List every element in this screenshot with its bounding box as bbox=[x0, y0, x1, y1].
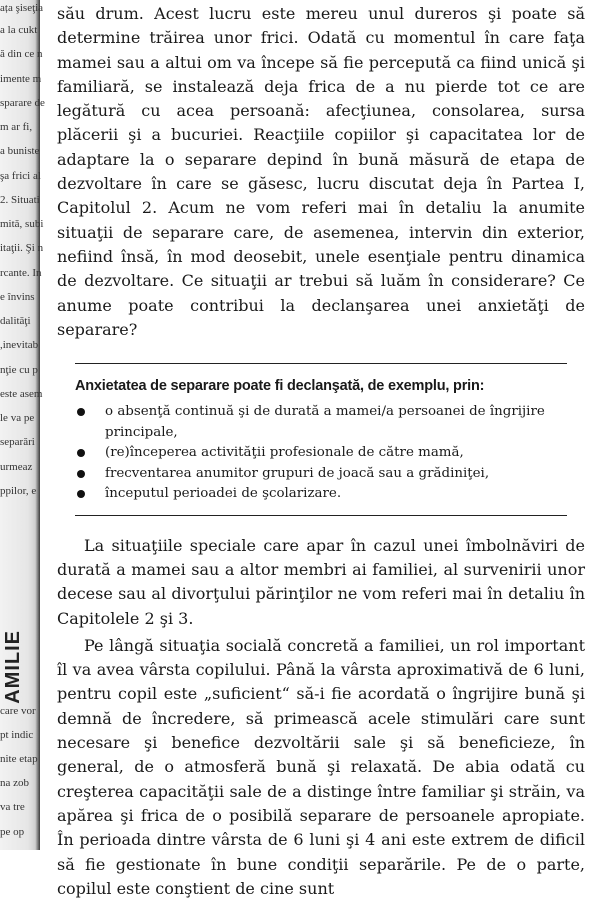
list-item bbox=[75, 402, 567, 443]
bullet-icon bbox=[77, 470, 85, 478]
gutter-fragment: a la cukt bbox=[0, 24, 38, 36]
gutter-fragment: rcante. In bbox=[0, 267, 42, 279]
bullet-icon bbox=[77, 449, 85, 457]
gutter-vertical-heading: AMILIE bbox=[2, 630, 24, 704]
gutter-fragment: nite etap bbox=[0, 753, 38, 765]
list-item-text: (re)începerea activităţii profesionale de către mamă, bbox=[105, 445, 464, 461]
gutter-fragment: le va pe bbox=[0, 412, 35, 424]
list-item-text: începutul perioadei de şcolarizare. bbox=[105, 486, 342, 502]
gutter-fragment: va tre bbox=[0, 801, 25, 813]
gutter-fragment: mită, subi bbox=[0, 218, 44, 230]
list-item-text: frecventarea anumitor grupuri de joacă sau a grădiniţei, bbox=[105, 465, 490, 481]
gutter-fragment: m ar fi, bbox=[0, 121, 33, 133]
gutter-fragment: dalităţi bbox=[0, 315, 31, 327]
bullet-icon bbox=[77, 490, 85, 498]
list-item bbox=[75, 464, 567, 485]
callout-box bbox=[75, 363, 567, 516]
gutter-fragment: care vor bbox=[0, 705, 36, 717]
body-paragraph: său drum. Acest lucru este mereu unul dureros şi poate să determine trăirea unor frici. Odată cu momentul în care faţa mamei sau a altui om va începe să fie percepută ca fiind unică şi familiară, se instalează deja frica de a nu pierde tot ce are legătură cu acea persoană: afecţiunea, consolarea, sursa plăcerii şi a bucuriei. Reacţiile copiilor şi capacitatea lor de adaptare la o separare depind în bună măsură de etapa de dezvoltare în care se găsesc, lucru discutat deja în Partea I, Capitolul 2. Acum ne vom referi mai în detaliu la anumite situaţii de separare care, de asemenea, intervin din exterior, nefiind însă, în mod deosebit, unele esenţiale pentru dinamica de dezvoltare. Ce situaţii ar trebui să luăm în considerare? Ce anume poate contribui la declanşarea unei anxietăţi de separare? bbox=[57, 4, 585, 339]
gutter-fragment: na zob bbox=[0, 777, 30, 789]
gutter-fragment: sparare de bbox=[0, 97, 45, 109]
gutter-fragment: imente m bbox=[0, 73, 42, 85]
gutter-fragment: 2. Situati bbox=[0, 194, 40, 206]
book-page bbox=[57, 2, 585, 901]
list-item bbox=[75, 484, 567, 505]
gutter-fragment: şa frici al bbox=[0, 170, 41, 182]
callout-list bbox=[75, 402, 567, 505]
gutter-fragment: nţie cu p bbox=[0, 364, 38, 376]
gutter-fragment: pe op bbox=[0, 826, 25, 838]
gutter-fragment: pt indic bbox=[0, 729, 34, 741]
callout-title: Anxietatea de separare poate fi declanşată, de exemplu, prin: bbox=[75, 378, 485, 395]
list-item-text: o absenţă continuă şi de durată a mamei/a persoanei de îngrijire principale, bbox=[105, 404, 545, 440]
adjacent-page-edge bbox=[0, 0, 45, 850]
bottom-rule bbox=[75, 515, 567, 516]
gutter-fragment: itaţii. Şi n bbox=[0, 242, 44, 254]
gutter-fragment: urmeaz bbox=[0, 461, 33, 473]
gutter-fragment: ,inevitab bbox=[0, 339, 39, 351]
gutter-fragment: ă din ce n bbox=[0, 48, 43, 60]
gutter-fragment: ața şiseţia bbox=[0, 2, 44, 14]
body-paragraph: La situaţiile speciale care apar în cazul unei îmbolnăviri de durată a mamei sau a altor membri ai familiei, al survenirii unor decese sau al divorţului părinţilor ne vom referi mai în detaliu în Capitolele 2 şi 3. bbox=[57, 535, 585, 628]
bullet-icon bbox=[77, 408, 85, 416]
gutter-fragment: separări bbox=[0, 436, 35, 448]
top-rule bbox=[75, 363, 567, 364]
gutter-fragment: ppilor, e bbox=[0, 485, 37, 497]
gutter-fragment: a buniste bbox=[0, 145, 40, 157]
gutter-fragment: e învins bbox=[0, 291, 35, 303]
body-paragraph: Pe lângă situaţia socială concretă a familiei, un rol important îl va avea vârsta copilului. Până la vârsta aproximativă de 6 luni, pentru copil este „suficient“ să-i fie acordată o îngrijire bună şi demnă de încredere, să primească acele stimulări care sunt necesare şi benefice dezvoltării sale şi să beneficieze, în general, de o atmosferă bună şi relaxată. De abia odată cu creşterea capacităţii sale de a distinge între familiar şi străin, va apărea şi frica de o posibilă separare de persoanele apropiate. În perioada dintre vârsta de 6 luni şi 4 ani este extrem de dificil să fie gestionate în bune condiţii separările. Pe de o parte, copilul este conştient de cine sunt bbox=[57, 635, 585, 898]
list-item bbox=[75, 443, 567, 464]
gutter-fragment: este asem bbox=[0, 388, 43, 400]
